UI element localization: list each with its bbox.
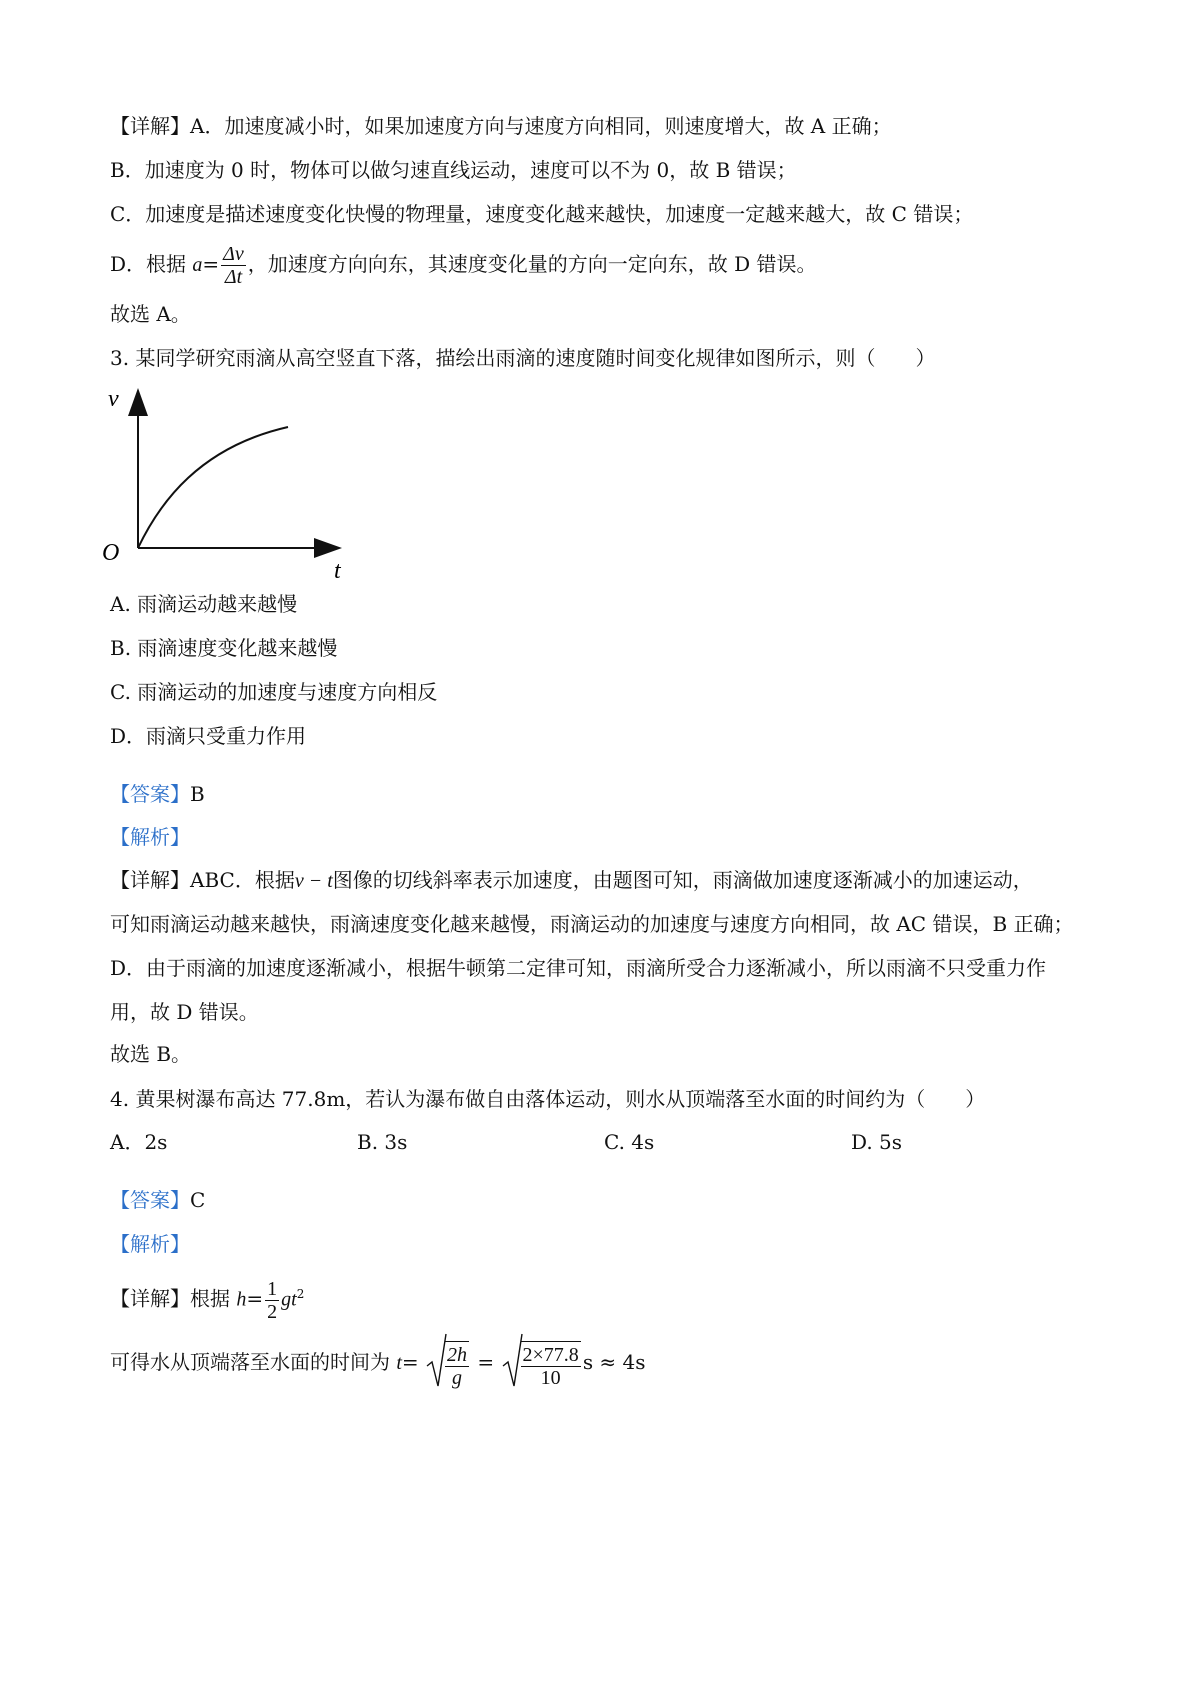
q3-conclusion: 故选 B。: [110, 1042, 192, 1066]
detail-line-b: B．加速度为 0 时，物体可以做匀速直线运动，速度可以不为 0，故 B 错误；: [110, 158, 797, 182]
q4-option-a: A．2s: [110, 1130, 168, 1154]
fraction-dv-dt: $\frac{\Delta v}{\Delta t}$: [223, 243, 244, 288]
question-3-stem: 3. 某同学研究雨滴从高空竖直下落，描绘出雨滴的速度随时间变化规律如图所示，则（ ）: [110, 346, 936, 370]
fraction-one-half: $\frac{1}{2}$: [267, 1277, 278, 1323]
detail-line-d: D．根据 a= $\frac{\Delta v}{\Delta t}$ ，加速度方向向东，其速度变化量的方向一定向东，故 D 错误。: [110, 243, 817, 288]
q4-options: [110, 1128, 1110, 1156]
q3-detail-1: 【详解】ABC．根据v − t图像的切线斜率表示加速度，由题图可知，雨滴做加速度逐渐减小的加速运动，: [110, 868, 1033, 892]
q4-detail-2: 可得水从顶端落至水面的时间为 t= $\frac{2h}{g}$ = $\frac{2\times 77.8}{10}$ s ≈ 4s: [110, 1330, 646, 1396]
sqrt-numeric: $\frac{2\times 77.8}{10}$: [501, 1332, 583, 1396]
detail-line-c: C．加速度是描述速度变化快慢的物理量，速度变化越来越快，加速度一定越来越大，故 C 错误；: [110, 202, 974, 226]
answer-tag: 【答案】: [110, 1188, 190, 1212]
detail-tag: 【详解】: [110, 114, 190, 138]
q3-answer: 【答案】B: [110, 782, 205, 806]
q3-detail-2: 可知雨滴运动越来越快，雨滴速度变化越来越慢，雨滴运动的加速度与速度方向相同，故 AC 错误，B 正确；: [110, 912, 1074, 936]
t-axis-label: t: [334, 558, 341, 582]
q4-detail-1: 【详解】根据 h= $\frac{1}{2}$ $gt^2$: [110, 1277, 305, 1323]
q4-analysis-tag: 【解析】: [110, 1232, 190, 1256]
origin-label: O: [102, 540, 120, 566]
answer-tag: 【答案】: [110, 782, 190, 806]
q4-option-c: C. 4s: [604, 1130, 655, 1154]
q3-option-c: C. 雨滴运动的加速度与速度方向相反: [110, 680, 438, 704]
question-4-stem: 4. 黄果树瀑布高达 77.8m，若认为瀑布做自由落体运动，则水从顶端落至水面的时间约为（ ）: [110, 1087, 986, 1111]
q3-detail-4: 用，故 D 错误。: [110, 1000, 259, 1024]
v-axis-label: v: [108, 386, 119, 412]
q4-option-d: D. 5s: [851, 1130, 903, 1154]
sqrt-2h-over-g: $\frac{2h}{g}$: [425, 1332, 471, 1396]
velocity-curve: [138, 427, 288, 548]
conclusion-a: 故选 A。: [110, 302, 191, 326]
detail-line-a: 【详解】A．加速度减小时，如果加速度方向与速度方向相同，则速度增大，故 A 正确；: [110, 114, 892, 138]
q3-detail-3: D．由于雨滴的加速度逐渐减小，根据牛顿第二定律可知，雨滴所受合力逐渐减小，所以雨滴不只受重力作: [110, 956, 1047, 980]
velocity-time-graph: [100, 382, 400, 582]
q3-option-a: A. 雨滴运动越来越慢: [110, 592, 298, 616]
q3-option-b: B. 雨滴速度变化越来越慢: [110, 636, 338, 660]
q4-option-b: B. 3s: [357, 1130, 408, 1154]
q3-analysis-tag: 【解析】: [110, 825, 190, 849]
q3-option-d: D．雨滴只受重力作用: [110, 724, 307, 748]
q4-answer: 【答案】C: [110, 1188, 206, 1212]
